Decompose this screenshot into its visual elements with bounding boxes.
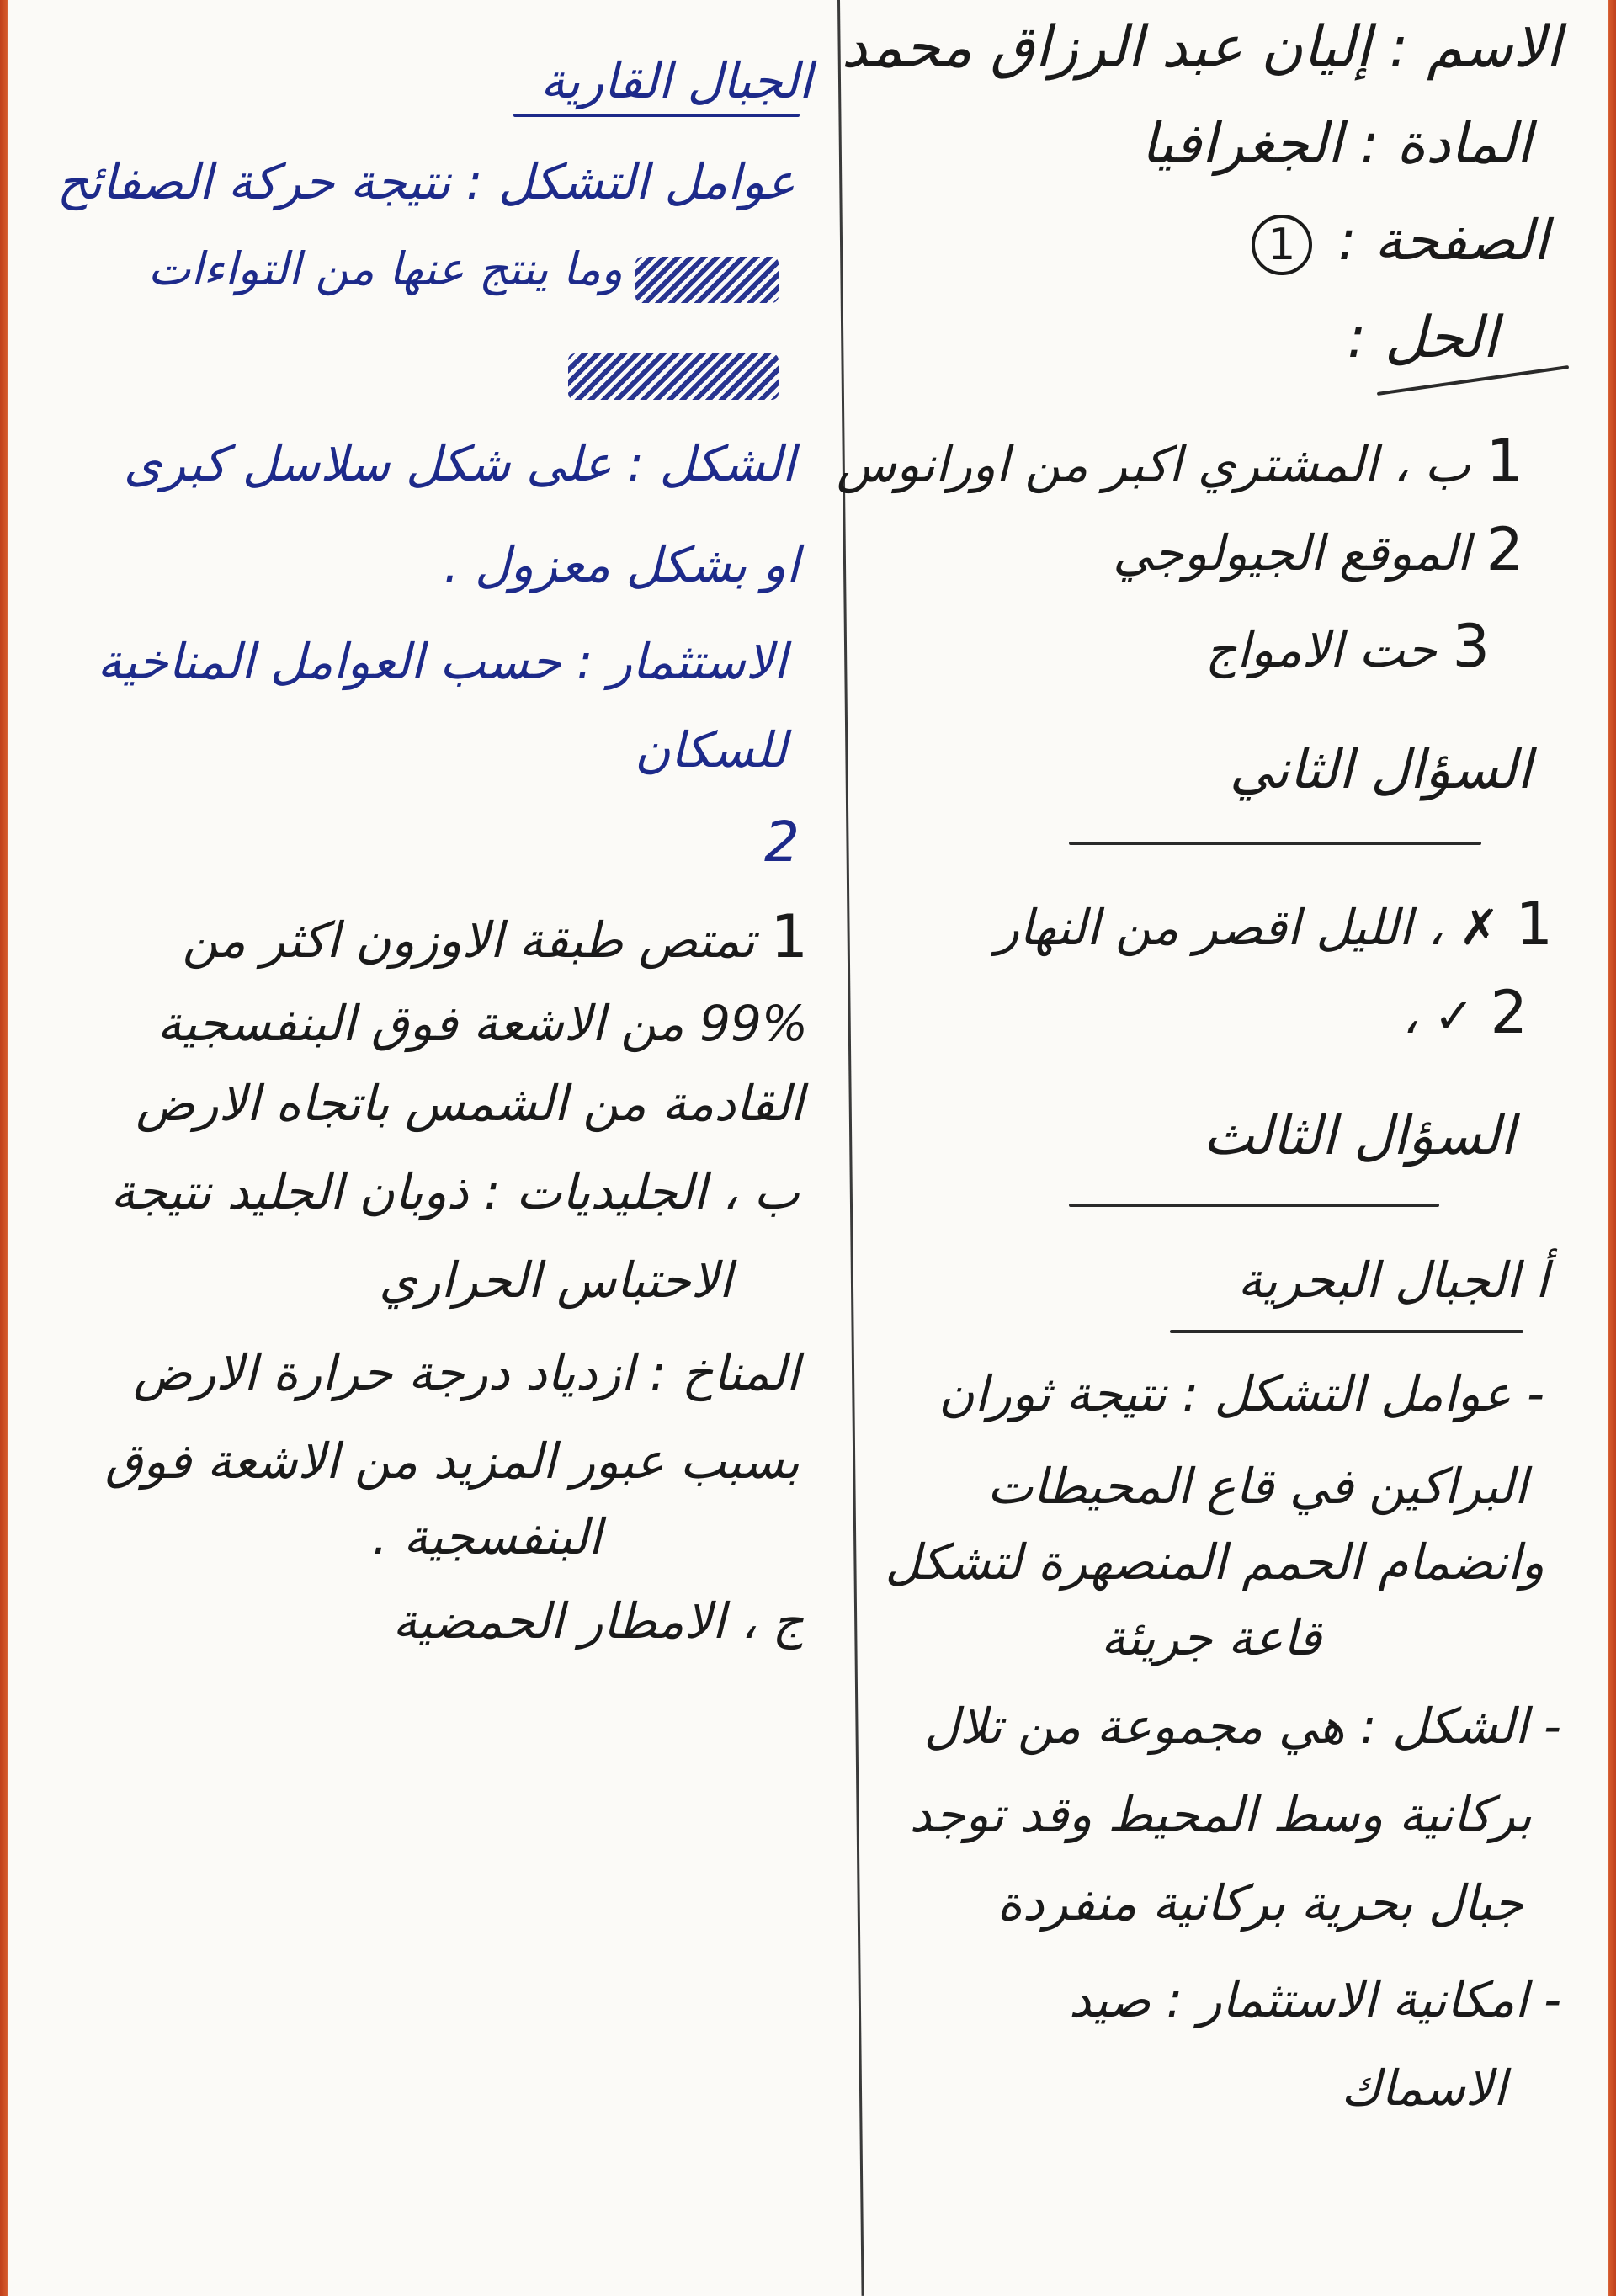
ocean-factors-3: وانضمام الحمم المنصهرة لتشكل (885, 1533, 1544, 1591)
acid-rain-line: ج ، الامطار الحمضية (392, 1592, 804, 1650)
page-line: الصفحة : 1 (1243, 210, 1549, 275)
ocean-shape-1: - الشكل : هي مجموعة من تلال (923, 1698, 1561, 1755)
continental-mountains-heading: الجبال القارية (540, 52, 812, 109)
q3-heading: السؤال الثالث (1203, 1105, 1515, 1167)
continental-factors-2: وما ينتج عنها من التواءات (147, 242, 623, 295)
ocean-factors-1: - عوامل التشكل : نتيجة ثوران (938, 1365, 1544, 1422)
ocean-shape-3: جبال بحرية بركانية منفردة (997, 1874, 1523, 1932)
subject-line: المادة : الجغرافيا (1140, 111, 1532, 176)
q2-item-1: 1 ✗ ، الليل اقصر من النهار (996, 890, 1553, 959)
student-name: الاسم : إليان عبد الرزاق محمد (841, 14, 1561, 81)
continental-use-2: للسكان (635, 721, 787, 779)
climate-line-1: المناخ : ازدياد درجة حرارة الارض (133, 1344, 800, 1401)
ozone-line-1: 1 تمتص طبقة الاوزون اكثر من (182, 902, 808, 971)
q3-underline (1069, 1204, 1439, 1207)
ocean-use-1: - امكانية الاستثمار : صيد (1068, 1971, 1561, 2028)
ocean-factors-2: البراكين في قاع المحيطات (986, 1458, 1528, 1515)
continental-shape-2: او بشكل معزول . (444, 536, 800, 593)
column-divider (837, 0, 864, 2296)
continental-heading-underline (513, 114, 800, 117)
q2-underline (1069, 842, 1481, 845)
continental-use-1: الاستثمار : حسب العوامل المناخية (97, 633, 787, 690)
ozone-line-2: 99% من الاشعة فوق البنفسجية (157, 995, 808, 1052)
ocean-mountains-heading: أ الجبال البحرية (1237, 1252, 1549, 1309)
ozone-line-3: القادمة من الشمس باتجاه الارض (136, 1075, 804, 1132)
glaciers-line-2: الاحتباس الحراري (379, 1252, 732, 1309)
ocean-factors-4: قاعة جريئة (1100, 1609, 1321, 1666)
q2-item-2: 2 ✓ ، (1402, 978, 1528, 1047)
continental-factors-1: عوامل التشكل : نتيجة حركة الصفائح (56, 153, 795, 210)
climate-line-3: البنفسجية . (372, 1508, 602, 1565)
crossed-out-line (568, 353, 779, 400)
glaciers-line-1: ب ، الجليديات : ذوبان الجليد نتيجة (110, 1163, 800, 1220)
q1-item-2: 2 الموقع الجيولوجي (1113, 515, 1523, 584)
q1-item-1: 1 ب ، المشتري اكبر من اورانوس (836, 427, 1523, 496)
handwritten-sheet (8, 0, 1608, 2296)
q1-item-3: 3 حت الامواج (1204, 612, 1490, 681)
question-four-marker: 2 (764, 810, 800, 874)
ocean-shape-2: بركانية وسط المحيط وقد توجد (909, 1786, 1532, 1843)
ocean-use-2: الاسماك (1341, 2059, 1507, 2117)
crossed-out-word (635, 257, 779, 303)
continental-shape-1: الشكل : على شكل سلاسل كبرى (123, 435, 795, 492)
answer-heading: الحل : (1347, 305, 1498, 371)
page-number-circle: 1 (1252, 215, 1312, 275)
ocean-heading-underline (1170, 1330, 1523, 1333)
climate-line-2: بسبب عبور المزيد من الاشعة فوق (104, 1432, 800, 1490)
q2-heading: السؤال الثاني (1229, 739, 1532, 801)
